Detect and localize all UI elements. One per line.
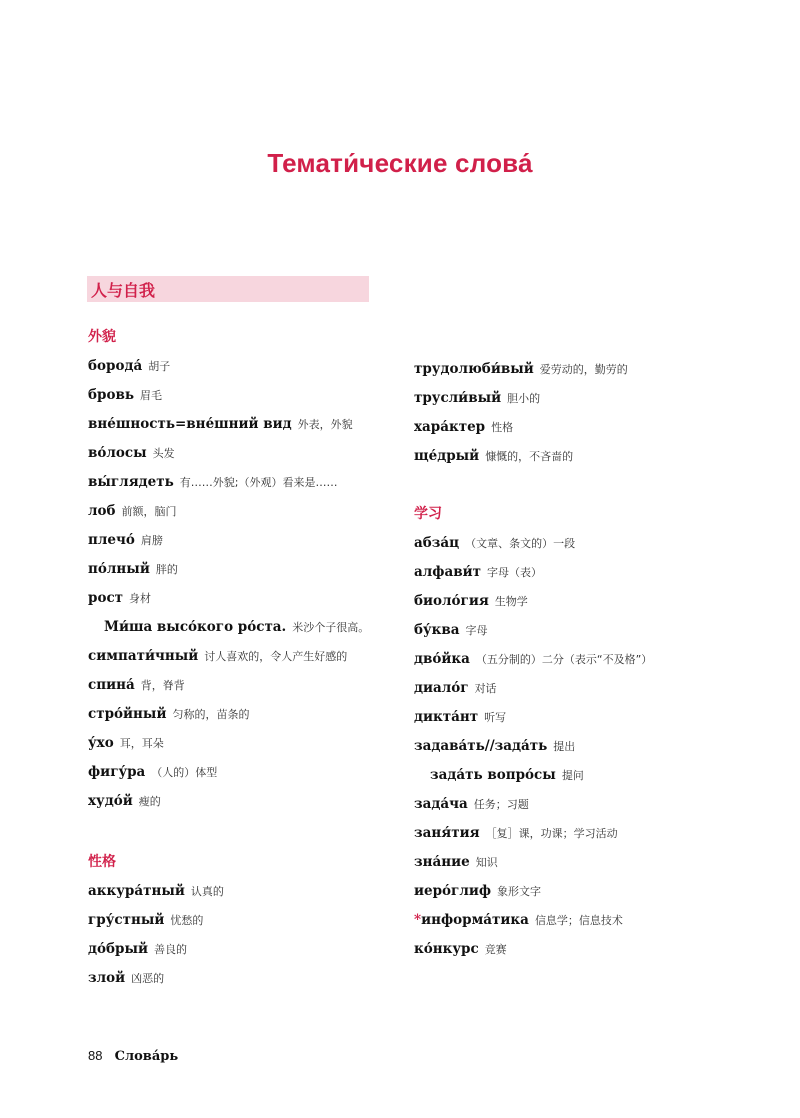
vocab-meaning: 生物学 [494,595,528,608]
vocab-meaning: 提问 [561,769,584,782]
vocab-word: бровь [88,387,134,403]
vocab-entry [88,357,170,374]
vocab-meaning: 象形文字 [497,885,542,898]
vocab-word: у́хо [88,735,114,751]
vocab-meaning: 字母 [465,624,488,637]
vocab-meaning: （人的）体型 [151,766,218,779]
vocab-entry [414,389,540,406]
vocab-entry [414,824,618,841]
new-word-marker: * [414,912,422,928]
vocab-word: бу́ква [414,622,460,638]
page-footer [88,1048,178,1064]
vocab-word: иеро́глиф [414,883,492,899]
vocab-meaning: （五分制的）二分（表示“不及格”） [475,653,653,666]
vocab-entry [88,589,151,606]
vocab-word: вы́глядеть [88,474,174,490]
vocab-entry [88,763,217,780]
vocab-word: фигу́ра [88,764,146,780]
vocab-word: зна́ние [414,854,470,870]
vocab-entry [414,766,584,783]
vocab-word: алфави́т [414,564,481,580]
vocab-word: до́брый [88,941,148,957]
vocab-entry [414,360,628,377]
vocab-entry [88,882,224,899]
vocab-entry [414,882,541,899]
vocab-word: задава́ть//зада́ть [414,738,548,754]
vocab-meaning: 任务；习题 [473,798,529,811]
vocab-meaning: 米沙个子很高。 [292,621,370,634]
vocab-meaning: 提出 [553,740,576,753]
vocab-entry [88,647,347,664]
vocab-word: трудолюби́вый [414,361,534,377]
vocab-word: хара́ктер [414,419,486,435]
vocab-meaning: 瘦的 [138,795,161,808]
vocab-word: Ми́ша высо́кого ро́ста. [104,619,287,635]
vocab-entry [414,447,573,464]
vocab-meaning: 外表，外貌 [297,418,353,431]
page-title: Темати́ческие слова́ [267,148,533,178]
vocab-meaning: 善良的 [154,943,187,956]
vocab-word: дво́йка [414,651,470,667]
vocab-meaning: 头发 [152,447,175,460]
vocab-entry [88,618,369,635]
vocab-entry [414,940,507,957]
vocab-word: гру́стный [88,912,165,928]
vocab-meaning: 匀称的，苗条的 [172,708,250,721]
vocab-meaning: 慷慨的，不吝啬的 [485,450,574,463]
vocab-word: лоб [88,503,116,519]
vocab-word: во́лосы [88,445,147,461]
vocab-entry [88,969,164,986]
vocab-entry [414,679,497,696]
vocab-word: ко́нкурс [414,941,479,957]
vocab-word: по́лный [88,561,150,577]
vocab-word: рост [88,590,124,606]
vocab-word: диало́г [414,680,469,696]
vocab-meaning: 对话 [474,682,497,695]
subheading-appearance: 外貌 [88,329,116,345]
vocab-entry [414,563,542,580]
vocab-word: информа́тика [421,912,529,928]
vocab-meaning: 凶恶的 [131,972,165,985]
vocab-word: худо́й [88,793,133,809]
vocab-meaning: 竞赛 [484,943,507,956]
vocab-entry [414,418,513,435]
vocab-meaning: 前额，脑门 [121,505,177,518]
vocab-entry [414,650,652,667]
vocab-entry [88,940,187,957]
vocab-word: плечо́ [88,532,135,548]
vocab-word: злой [88,970,126,986]
vocab-meaning: 信息学；信息技术 [534,914,623,927]
section-title: 人与自我 [91,281,156,300]
vocab-meaning: 胖的 [155,563,178,576]
vocab-entry [414,592,528,609]
vocab-meaning: 有……外貌;（外观）看来是…… [179,476,338,489]
vocab-meaning: 知识 [475,856,498,869]
vocab-meaning: 身材 [129,592,152,605]
vocab-meaning: 肩膀 [140,534,163,547]
vocab-word: стро́йный [88,706,167,722]
vocab-meaning: 爱劳动的，勤劳的 [539,363,628,376]
vocab-meaning: 眉毛 [140,389,162,402]
vocab-meaning: 认真的 [190,885,224,898]
vocab-meaning: （文章、条文的）一段 [465,537,576,550]
vocab-entry [88,473,338,490]
vocab-meaning: 讨人喜欢的，令人产生好感的 [204,650,348,663]
vocab-meaning: 胡子 [148,360,171,373]
vocab-entry [414,795,529,812]
vocab-word: биоло́гия [414,593,489,609]
vocab-entry [88,502,177,519]
vocab-entry [88,415,353,432]
vocab-entry [88,705,249,722]
vocab-word: ще́дрый [414,448,480,464]
vocab-word: абза́ц [414,535,460,551]
vocab-meaning: 忧愁的 [170,914,204,927]
vocab-word: трусли́вый [414,390,502,406]
vocab-entry [414,853,498,870]
footer-word: Слова́рь [114,1049,179,1064]
section-header [87,276,369,302]
vocab-word: зада́ча [414,796,468,812]
vocab-meaning: 胆小的 [507,392,541,405]
vocab-entry [88,792,161,809]
vocab-word: борода́ [88,358,143,374]
vocab-word: дикта́нт [414,709,479,725]
vocab-entry [88,386,162,403]
vocab-entry [414,737,575,754]
vocab-entry [414,621,488,638]
vocab-entry [88,734,164,751]
vocab-entry [88,676,185,693]
vocab-meaning: 字母（表） [486,566,542,579]
vocab-word: симпати́чный [88,648,199,664]
vocab-meaning: 性格 [491,421,514,434]
vocab-word: аккура́тный [88,883,185,899]
vocab-entry [88,911,203,928]
vocab-entry [414,911,623,928]
vocab-entry [88,444,175,461]
vocab-meaning: 耳，耳朵 [119,737,164,750]
vocab-word: заня́тия [414,825,480,841]
vocab-word: вне́шность=вне́шний вид [88,416,292,432]
page-number: 88 [88,1048,103,1063]
vocab-entry [414,708,506,725]
vocab-entry [414,534,575,551]
vocab-meaning: 背，脊背 [140,679,185,692]
vocab-word: спина́ [88,677,135,693]
subheading-character: 性格 [88,854,116,870]
vocab-meaning: ［复］课，功课；学习活动 [485,827,618,840]
subheading-study: 学习 [414,506,442,522]
vocab-entry [88,531,163,548]
vocab-entry [88,560,178,577]
vocab-meaning: 听写 [484,711,507,724]
vocab-word: зада́ть вопро́сы [430,767,556,783]
